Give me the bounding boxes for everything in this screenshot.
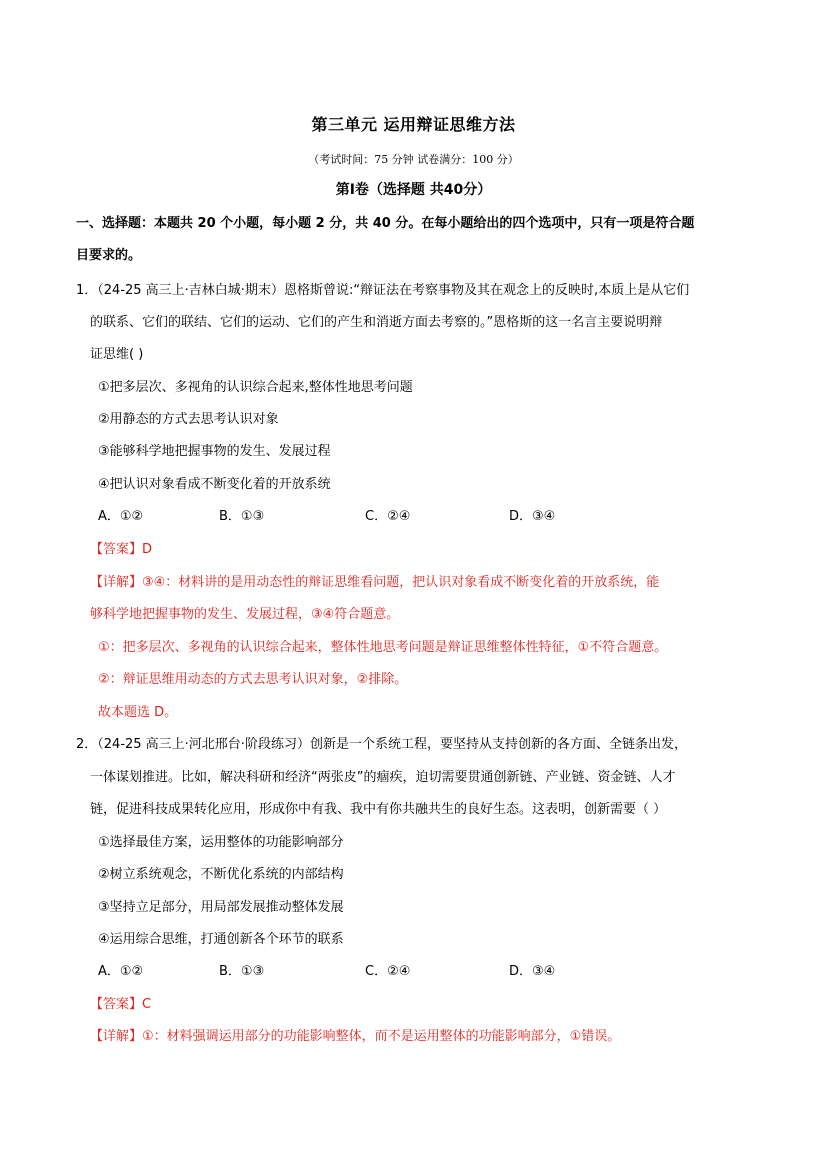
q1-explanation-line-5: 故本题选 D。 (98, 705, 178, 720)
q2-answer: 【答案】C (90, 997, 152, 1012)
q2-option-c: C．②④ (365, 964, 411, 979)
instructions-line-1: 一、选择题：本题共 20 个小题，每小题 2 分，共 40 分。在每小题给出的四个选项中，只有一项是符合题 (76, 216, 695, 231)
q1-explanation-line-2: 够科学地把握事物的发生、发展过程，③④符合题意。 (90, 607, 400, 622)
q2-stem-line-3: 链，促进科技成果转化应用，形成你中有我、我中有你共融共生的良好生态。这表明，创新需要（ ） (90, 802, 667, 817)
q1-explanation-line-4: ②：辩证思维用动态的方式去思考认识对象，②排除。 (98, 672, 408, 687)
q1-explanation-line-3: ①：把多层次、多视角的认识综合起来，整体性地思考问题是辩证思维整体性特征，①不符合题意。 (98, 640, 668, 655)
exam-info: （考试时间：75 分钟 试卷满分：100 分） (308, 153, 519, 166)
q1-option-a: A．①② (98, 509, 144, 524)
q1-item-1: ①把多层次、多视角的认识综合起来,整体性地思考问题 (98, 380, 413, 395)
instructions-line-2: 目要求的。 (76, 248, 142, 263)
q1-option-b: B．①③ (219, 509, 265, 524)
q1-stem-line-3: 证思维( ) (90, 347, 144, 362)
q2-explanation-line-1: 【详解】①：材料强调运用部分的功能影响整体，而不是运用整体的功能影响部分，①错误。 (90, 1029, 621, 1044)
q1-answer: 【答案】D (90, 542, 153, 557)
q2-option-a: A．①② (98, 964, 144, 979)
q2-item-1: ①选择最佳方案，运用整体的功能影响部分 (98, 835, 344, 850)
q1-item-4: ④把认识对象看成不断变化着的开放系统 (98, 477, 331, 492)
q2-stem-line-2: 一体谋划推进。比如，解决科研和经济“两张皮”的痼疾，迫切需要贯通创新链、产业链、资金链、人才 (90, 770, 676, 785)
q2-item-4: ④运用综合思维，打通创新各个环节的联系 (98, 932, 344, 947)
q1-item-3: ③能够科学地把握事物的发生、发展过程 (98, 444, 331, 459)
q1-item-2: ②用静态的方式去思考认识对象 (98, 412, 279, 427)
q1-option-c: C．②④ (365, 509, 411, 524)
q2-option-d: D．③④ (509, 964, 556, 979)
q2-item-2: ②树立系统观念，不断优化系统的内部结构 (98, 867, 344, 882)
q2-item-3: ③坚持立足部分，用局部发展推动整体发展 (98, 900, 344, 915)
q1-option-d: D．③④ (509, 509, 556, 524)
page-title: 第三单元 运用辩证思维方法 (311, 115, 516, 134)
q1-stem-line-2: 的联系、它们的联结、它们的运动、它们的产生和消逝方面去考察的。”恩格斯的这一名言主要说明辩 (90, 315, 663, 330)
q1-explanation-line-1: 【详解】③④：材料讲的是用动态性的辩证思维看问题，把认识对象看成不断变化着的开放系统，能 (90, 575, 660, 590)
q2-option-b: B．①③ (219, 964, 265, 979)
q2-stem-line-1: 2．（24-25 高三上·河北邢台·阶段练习）创新是一个系统工程，要坚持从支持创新的各方面、全链条出发， (76, 737, 687, 752)
volume-heading: 第Ⅰ卷（选择题 共40分） (335, 182, 492, 198)
q1-stem-line-1: 1．（24-25 高三上·吉林白城·期末）恩格斯曾说:“辩证法在考察事物及其在观念上的反映时,本质上是从它们 (76, 283, 690, 298)
